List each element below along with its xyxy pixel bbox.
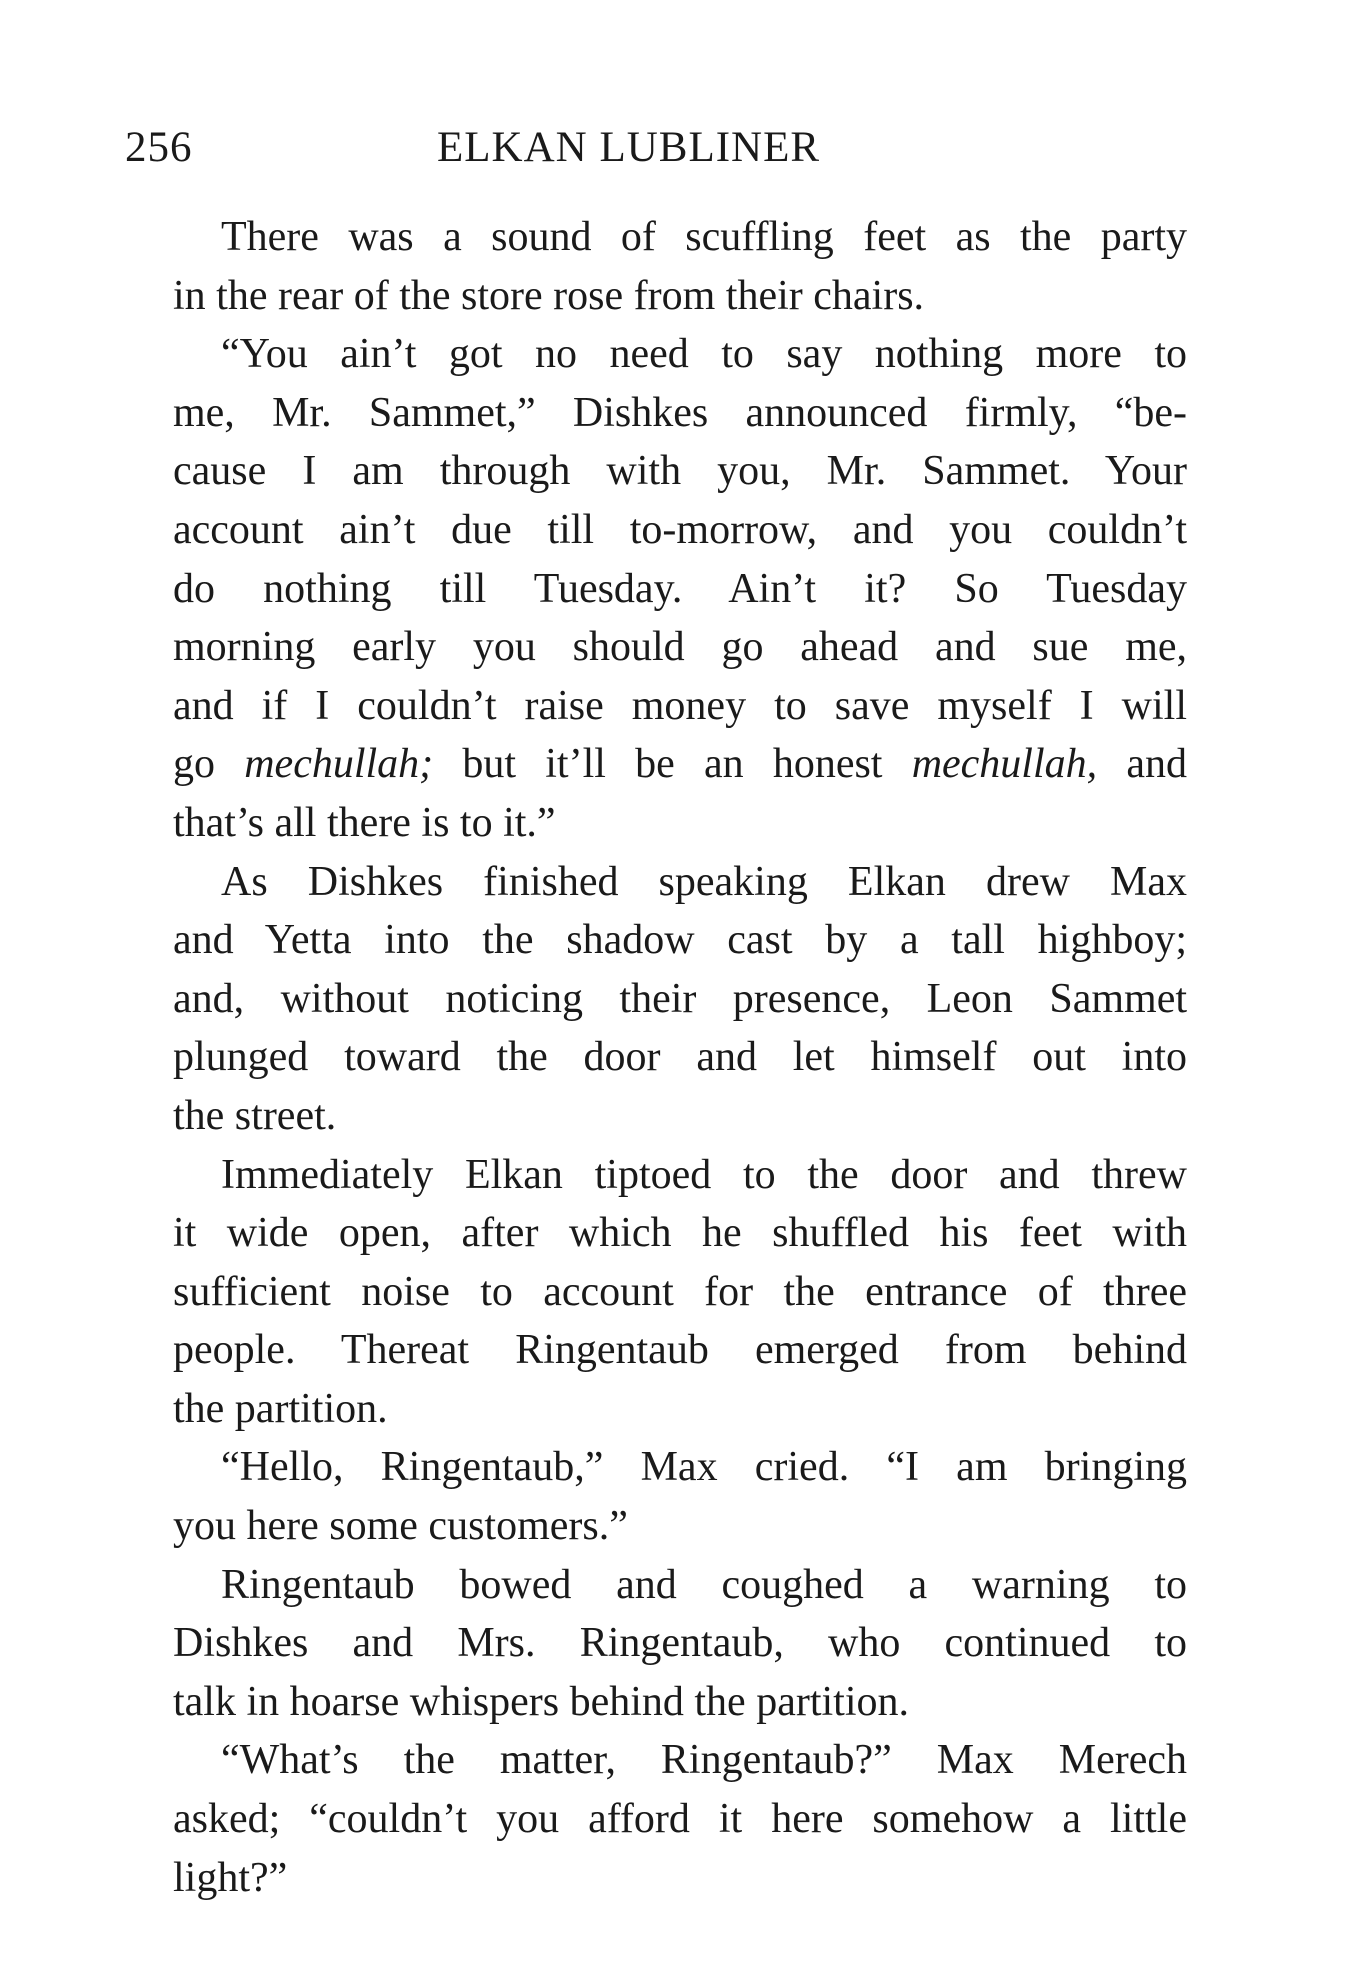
text-line: “You ain’t got no need to say nothing more to (221, 331, 1187, 378)
italic-word: mechullah, (911, 741, 1098, 788)
running-title: ELKAN LUBLINER (437, 124, 821, 171)
text-line: and, without noticing their presence, Leon Sammet (173, 975, 1187, 1022)
text-line: As Dishkes finished speaking Elkan drew Max (221, 858, 1187, 905)
paragraph-5 (125, 1438, 1187, 1555)
paragraph-1 (125, 208, 1187, 325)
text-line: and if I couldn’t raise money to save myself I will (173, 682, 1187, 729)
text-run: go (173, 741, 245, 788)
paragraph-4 (125, 1146, 1187, 1439)
book-page (125, 118, 1187, 1907)
text-line: you here some customers.” (173, 1503, 628, 1550)
text-line: the partition. (173, 1385, 388, 1432)
italic-word: mechullah; (244, 741, 434, 788)
text-line: morning early you should go ahead and sue me, (173, 624, 1187, 671)
text-line: plunged toward the door and let himself out into (173, 1034, 1187, 1081)
text-line: talk in hoarse whispers behind the partition. (173, 1678, 910, 1725)
paragraph-2 (125, 325, 1187, 852)
text-line-with-italics (125, 735, 1187, 794)
text-line: account ain’t due till to-morrow, and you couldn’t (173, 506, 1187, 553)
text-line: “Hello, Ringentaub,” Max cried. “I am bringing (221, 1444, 1187, 1491)
text-line: sufficient noise to account for the entrance of three (173, 1268, 1187, 1315)
body-text (125, 208, 1187, 1907)
text-line: Immediately Elkan tiptoed to the door and threw (221, 1151, 1187, 1198)
text-line: light?” (173, 1854, 288, 1901)
text-line: Dishkes and Mrs. Ringentaub, who continued to (173, 1620, 1187, 1667)
paragraph-3 (125, 853, 1187, 1146)
text-line: me, Mr. Sammet,” Dishkes announced firmly, “be- (173, 389, 1187, 436)
text-line: that’s all there is to it.” (173, 799, 556, 846)
text-run: and (1097, 741, 1187, 788)
text-line: Ringentaub bowed and coughed a warning to (221, 1561, 1187, 1608)
text-line: it wide open, after which he shuffled his feet with (173, 1210, 1187, 1257)
text-run: but it’ll be an honest (433, 741, 912, 788)
text-line: and Yetta into the shadow cast by a tall highboy; (173, 917, 1187, 964)
paragraph-7 (125, 1731, 1187, 1907)
text-line: cause I am through with you, Mr. Sammet. Your (173, 448, 1187, 495)
text-line: people. Thereat Ringentaub emerged from behind (173, 1327, 1187, 1374)
page-number: 256 (125, 124, 193, 171)
running-head (125, 118, 1187, 178)
text-line: the street. (173, 1092, 337, 1139)
text-line: in the rear of the store rose from their chairs. (173, 272, 925, 319)
text-line: asked; “couldn’t you afford it here somehow a little (173, 1796, 1187, 1843)
text-line: do nothing till Tuesday. Ain’t it? So Tuesday (173, 565, 1187, 612)
text-line: There was a sound of scuffling feet as the party (221, 214, 1187, 260)
paragraph-6 (125, 1556, 1187, 1732)
text-line: “What’s the matter, Ringentaub?” Max Merech (221, 1737, 1187, 1784)
